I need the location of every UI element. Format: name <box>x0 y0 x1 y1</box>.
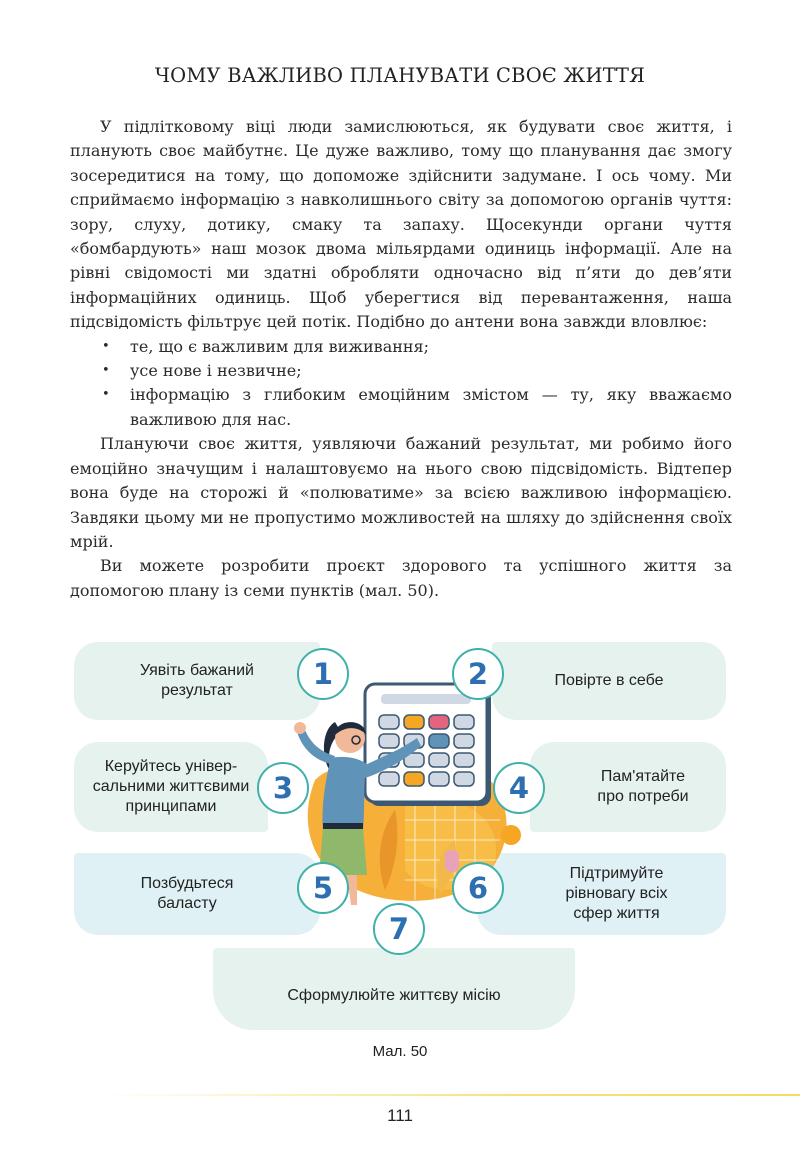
list-item: • усе нове і незвичне; <box>130 359 732 383</box>
step-number-2: 2 <box>452 648 504 700</box>
list-item: • те, що є важливим для виживання; <box>130 335 732 359</box>
step-6-line-1: Підтримуйте <box>569 865 664 882</box>
step-4-line-2: про потреби <box>597 788 689 805</box>
bullet-list <box>70 335 732 433</box>
pink-pill <box>445 850 459 872</box>
body-sweater <box>322 757 367 830</box>
step-number-7: 7 <box>373 903 425 955</box>
page-title: ЧОМУ ВАЖЛИВО ПЛАНУВАТИ СВОЄ ЖИТТЯ <box>154 64 646 87</box>
step-3-line-3: принципами <box>125 798 217 815</box>
hand <box>294 722 306 734</box>
step-number-3: 3 <box>257 762 309 814</box>
step-1-line-2: результат <box>161 682 233 699</box>
paragraph: Плануючи своє життя, уявляючи бажаний результат, ми робимо його емоційно значущим і налаштовуємо на нього свою підсвідомість. Відтепер вона буде на сторожі й «полюватиме» за всією важливою інформацією. Завдяки цьому ми не пропустимо можливостей на шляху до здійснення своїх мрій. <box>70 434 732 551</box>
step-6-line-3: сфер життя <box>573 905 660 922</box>
step-box-7 <box>213 948 575 1030</box>
step-number-6: 6 <box>452 862 504 914</box>
step-box-3 <box>74 742 268 832</box>
step-3-line-2: сальними життєвими <box>92 778 250 795</box>
step-5-line-1: Позбудьтеся <box>140 875 234 892</box>
body-text <box>70 115 732 603</box>
figure-caption: Мал. 50 <box>372 1043 428 1060</box>
step-number-1: 1 <box>297 648 349 700</box>
orange-dot <box>501 825 521 845</box>
paragraph: У підлітковому віці люди замислюються, як будувати своє життя, і планують своє майбутнє. Це дуже важливо, тому що планування дає змогу зосередитися на тому, що допоможе здійснити задумане. І ось чому. Ми сприймаємо інформацію з навколишнього світу за допомогою органів чуття: зору, слуху, дотику, смаку та запаху. Щосекунди органи чуття «бомбардують» наш мозок двома мільярдами одиниць інформації. Але на рівні свідомості ми здатні обробляти одночасно від п’яти до дев’яти інформаційних одиниць. Щоб уберегтися від перевантаження, наша підсвідомість фільтрує цей потік. Подібно до антени вона завжди вловлює: <box>70 117 732 332</box>
step-number-4: 4 <box>493 762 545 814</box>
page-number: 111 <box>387 1106 413 1125</box>
belt <box>323 823 363 829</box>
step-3-line-1: Керуйтесь універ- <box>104 758 238 775</box>
paragraph: Ви можете розробити проєкт здорового та успішного життя за допомогою плану із семи пунктів (мал. 50). <box>70 556 732 600</box>
step-2-line-1: Повірте в себе <box>554 672 664 689</box>
list-item: • інформацію з глибоким емоційним змістом — ту, яку вважаємо важливою для нас. <box>130 383 732 432</box>
footer-divider <box>100 1094 800 1096</box>
step-1-line-1: Уявіть бажаний <box>140 662 254 679</box>
step-7-line-1: Сформулюйте життєву місію <box>287 987 501 1004</box>
step-6-line-2: рівновагу всіх <box>565 885 668 902</box>
step-number-5: 5 <box>297 862 349 914</box>
step-4-line-1: Пам'ятайте <box>600 768 686 785</box>
step-5-line-2: баласту <box>157 895 217 912</box>
step-box-4 <box>530 742 726 832</box>
calendar-header <box>381 694 471 704</box>
